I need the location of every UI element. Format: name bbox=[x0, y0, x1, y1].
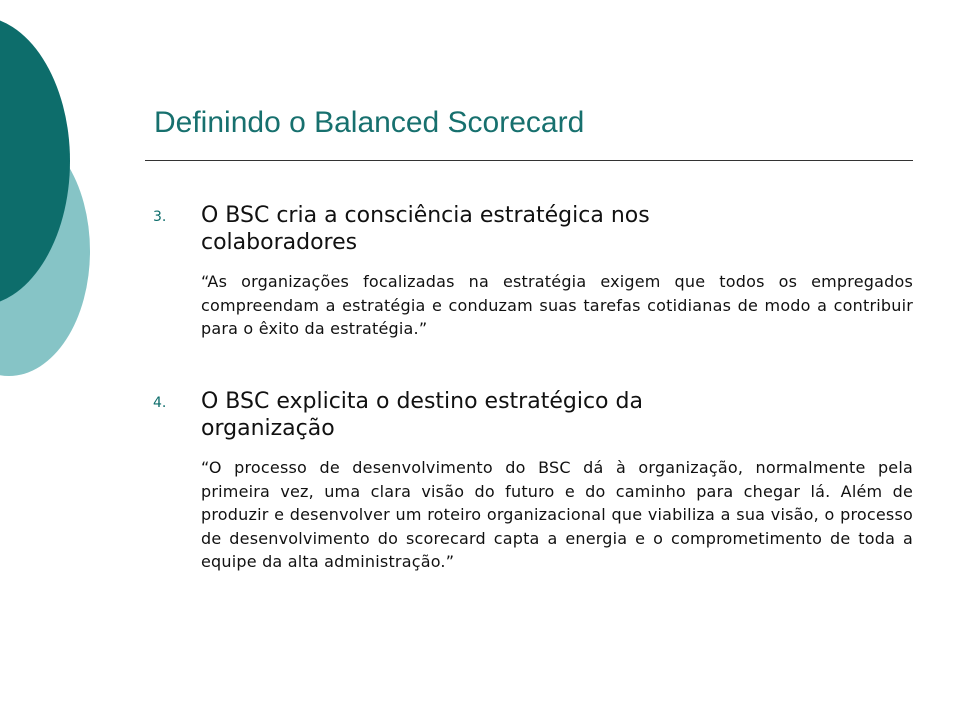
item-quote: “O processo de desenvolvimento do BSC dá à organização, normalmente pela primeira vez, uma clara visão do futuro e do caminho para chegar lá. Além de produzir e desenvolver um roteiro organizacional que viabiliza a sua visão, o processo de desenvolvimento do scorecard capta a energia e o comprometimento de toda a equipe da alta administração.” bbox=[201, 458, 913, 571]
item-number: 3. bbox=[153, 209, 167, 225]
item-quote: “As organizações focalizadas na estratégia exigem que todos os empregados compreendam a estratégia e conduzam suas tarefas cotidianas de modo a contribuir para o êxito da estratégia.” bbox=[201, 272, 913, 338]
item-heading: O BSC explicita o destino estratégico da organização bbox=[201, 389, 643, 441]
slide-title: Definindo o Balanced Scorecard bbox=[154, 106, 585, 139]
item-number: 4. bbox=[153, 395, 167, 411]
title-divider bbox=[145, 160, 913, 161]
item-heading: O BSC cria a consciência estratégica nos colaboradores bbox=[201, 203, 650, 255]
